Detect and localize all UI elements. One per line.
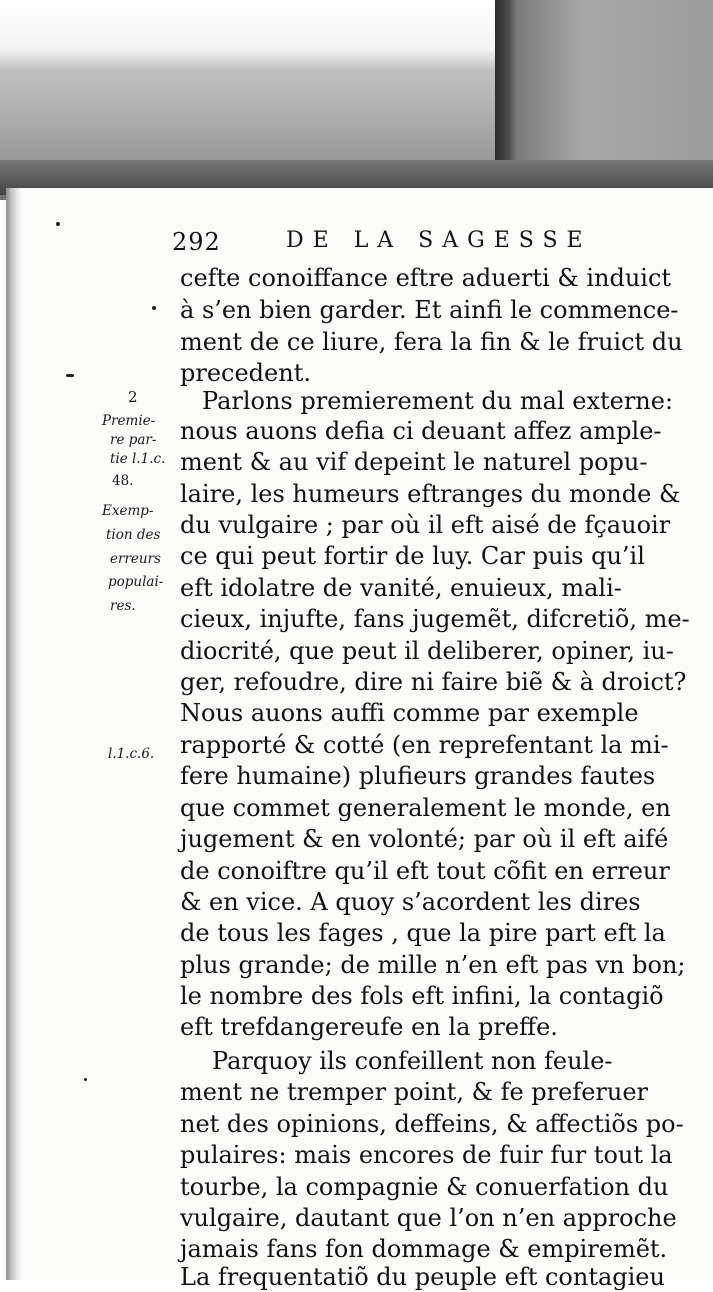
- page-number: 292: [172, 228, 221, 256]
- text-line: ment de ce liure, fera la fin & le fruict du: [180, 328, 683, 356]
- text-line: laire, les humeurs eftranges du monde &: [180, 480, 681, 508]
- text-line: fere humaine) plufieurs grandes fautes: [180, 762, 656, 790]
- book-page: [6, 188, 713, 1291]
- text-line: du vulgaire ; par où il eft aisé de fçauoir: [180, 511, 671, 539]
- text-line: pulaires: mais encores de fuir fur tout la: [180, 1141, 673, 1169]
- running-header: [172, 228, 712, 260]
- text-line: jugement & en volonté; par où il eft aifé: [180, 825, 669, 853]
- text-line: à s’en bien garder. Et ainfi le commence-: [180, 296, 679, 324]
- text-line: & en vice. A quoy s’acordent les dires: [180, 888, 641, 916]
- text-line: Parlons premierement du mal externe:: [202, 387, 674, 415]
- text-line: vulgaire, dautant que l’on n’en approche: [180, 1204, 677, 1232]
- background-shadow: [495, 0, 713, 165]
- page-gutter-edge: [6, 188, 22, 1280]
- text-line: cefte conoiffance eftre aduerti & induict: [180, 264, 672, 292]
- background-highlight: [0, 0, 500, 70]
- running-title: DE LA SAGESSE: [286, 228, 592, 253]
- text-line: ment ne tremper point, & fe preferuer: [180, 1078, 649, 1106]
- margin-note-number: 2: [128, 388, 138, 406]
- margin-note: tie l.1.c.: [110, 451, 166, 467]
- text-line: ment & au vif depeint le naturel popu-: [180, 448, 648, 476]
- ink-speck: [84, 1078, 87, 1081]
- ink-speck: [152, 306, 156, 310]
- margin-note: Premie-: [102, 413, 156, 429]
- text-line: jamais fans fon dommage & empiremẽt.: [180, 1235, 668, 1263]
- margin-note: populai-: [108, 574, 164, 590]
- text-line: La frequentatiõ du peuple eft contagieu: [180, 1263, 665, 1291]
- text-line: de conoiftre qu’il eft tout cõfit en erreur: [180, 857, 670, 885]
- text-line: precedent.: [180, 359, 311, 387]
- text-line: de tous les fages , que la pire part eft la: [180, 919, 666, 947]
- ink-speck: [56, 222, 60, 226]
- text-line: plus grande; de mille n’en eft pas vn bon;: [180, 951, 686, 979]
- margin-note: 48.: [112, 473, 134, 489]
- margin-note: l.1.c.6.: [108, 746, 155, 762]
- margin-note: erreurs: [110, 551, 161, 567]
- text-line: que commet generalement le monde, en: [180, 794, 671, 822]
- ink-speck: [66, 374, 74, 377]
- text-line: cieux, injufte, fans jugemẽt, difcretiõ, me-: [180, 605, 690, 633]
- text-line: eft idolatre de vanité, enuieux, mali-: [180, 574, 622, 602]
- text-line: ger, refoudre, dire ni faire biẽ & à droict?: [180, 668, 687, 696]
- margin-note: tion des: [106, 527, 161, 543]
- text-line: eft trefdangereufe en la preffe.: [180, 1013, 558, 1041]
- text-line: Parquoy ils confeillent non feule-: [212, 1047, 613, 1075]
- margin-note: re par-: [110, 432, 157, 448]
- margin-note: Exemp-: [102, 503, 154, 519]
- text-line: le nombre des fols eft infini, la contagiõ: [180, 982, 664, 1010]
- text-line: nous auons defia ci deuant affez ample-: [180, 417, 662, 445]
- text-line: rapporté & cotté (en reprefentant la mi-: [180, 731, 669, 759]
- text-line: net des opinions, deffeins, & affectiõs po-: [180, 1110, 684, 1138]
- text-line: ce qui peut fortir de luy. Car puis qu’il: [180, 542, 645, 570]
- text-line: Nous auons auffi comme par exemple: [180, 699, 639, 727]
- text-line: tourbe, la compagnie & conuerfation du: [180, 1173, 669, 1201]
- margin-note: res.: [110, 598, 136, 614]
- text-line: diocrité, que peut il deliberer, opiner, iu-: [180, 637, 674, 665]
- scanner-background: [0, 0, 713, 200]
